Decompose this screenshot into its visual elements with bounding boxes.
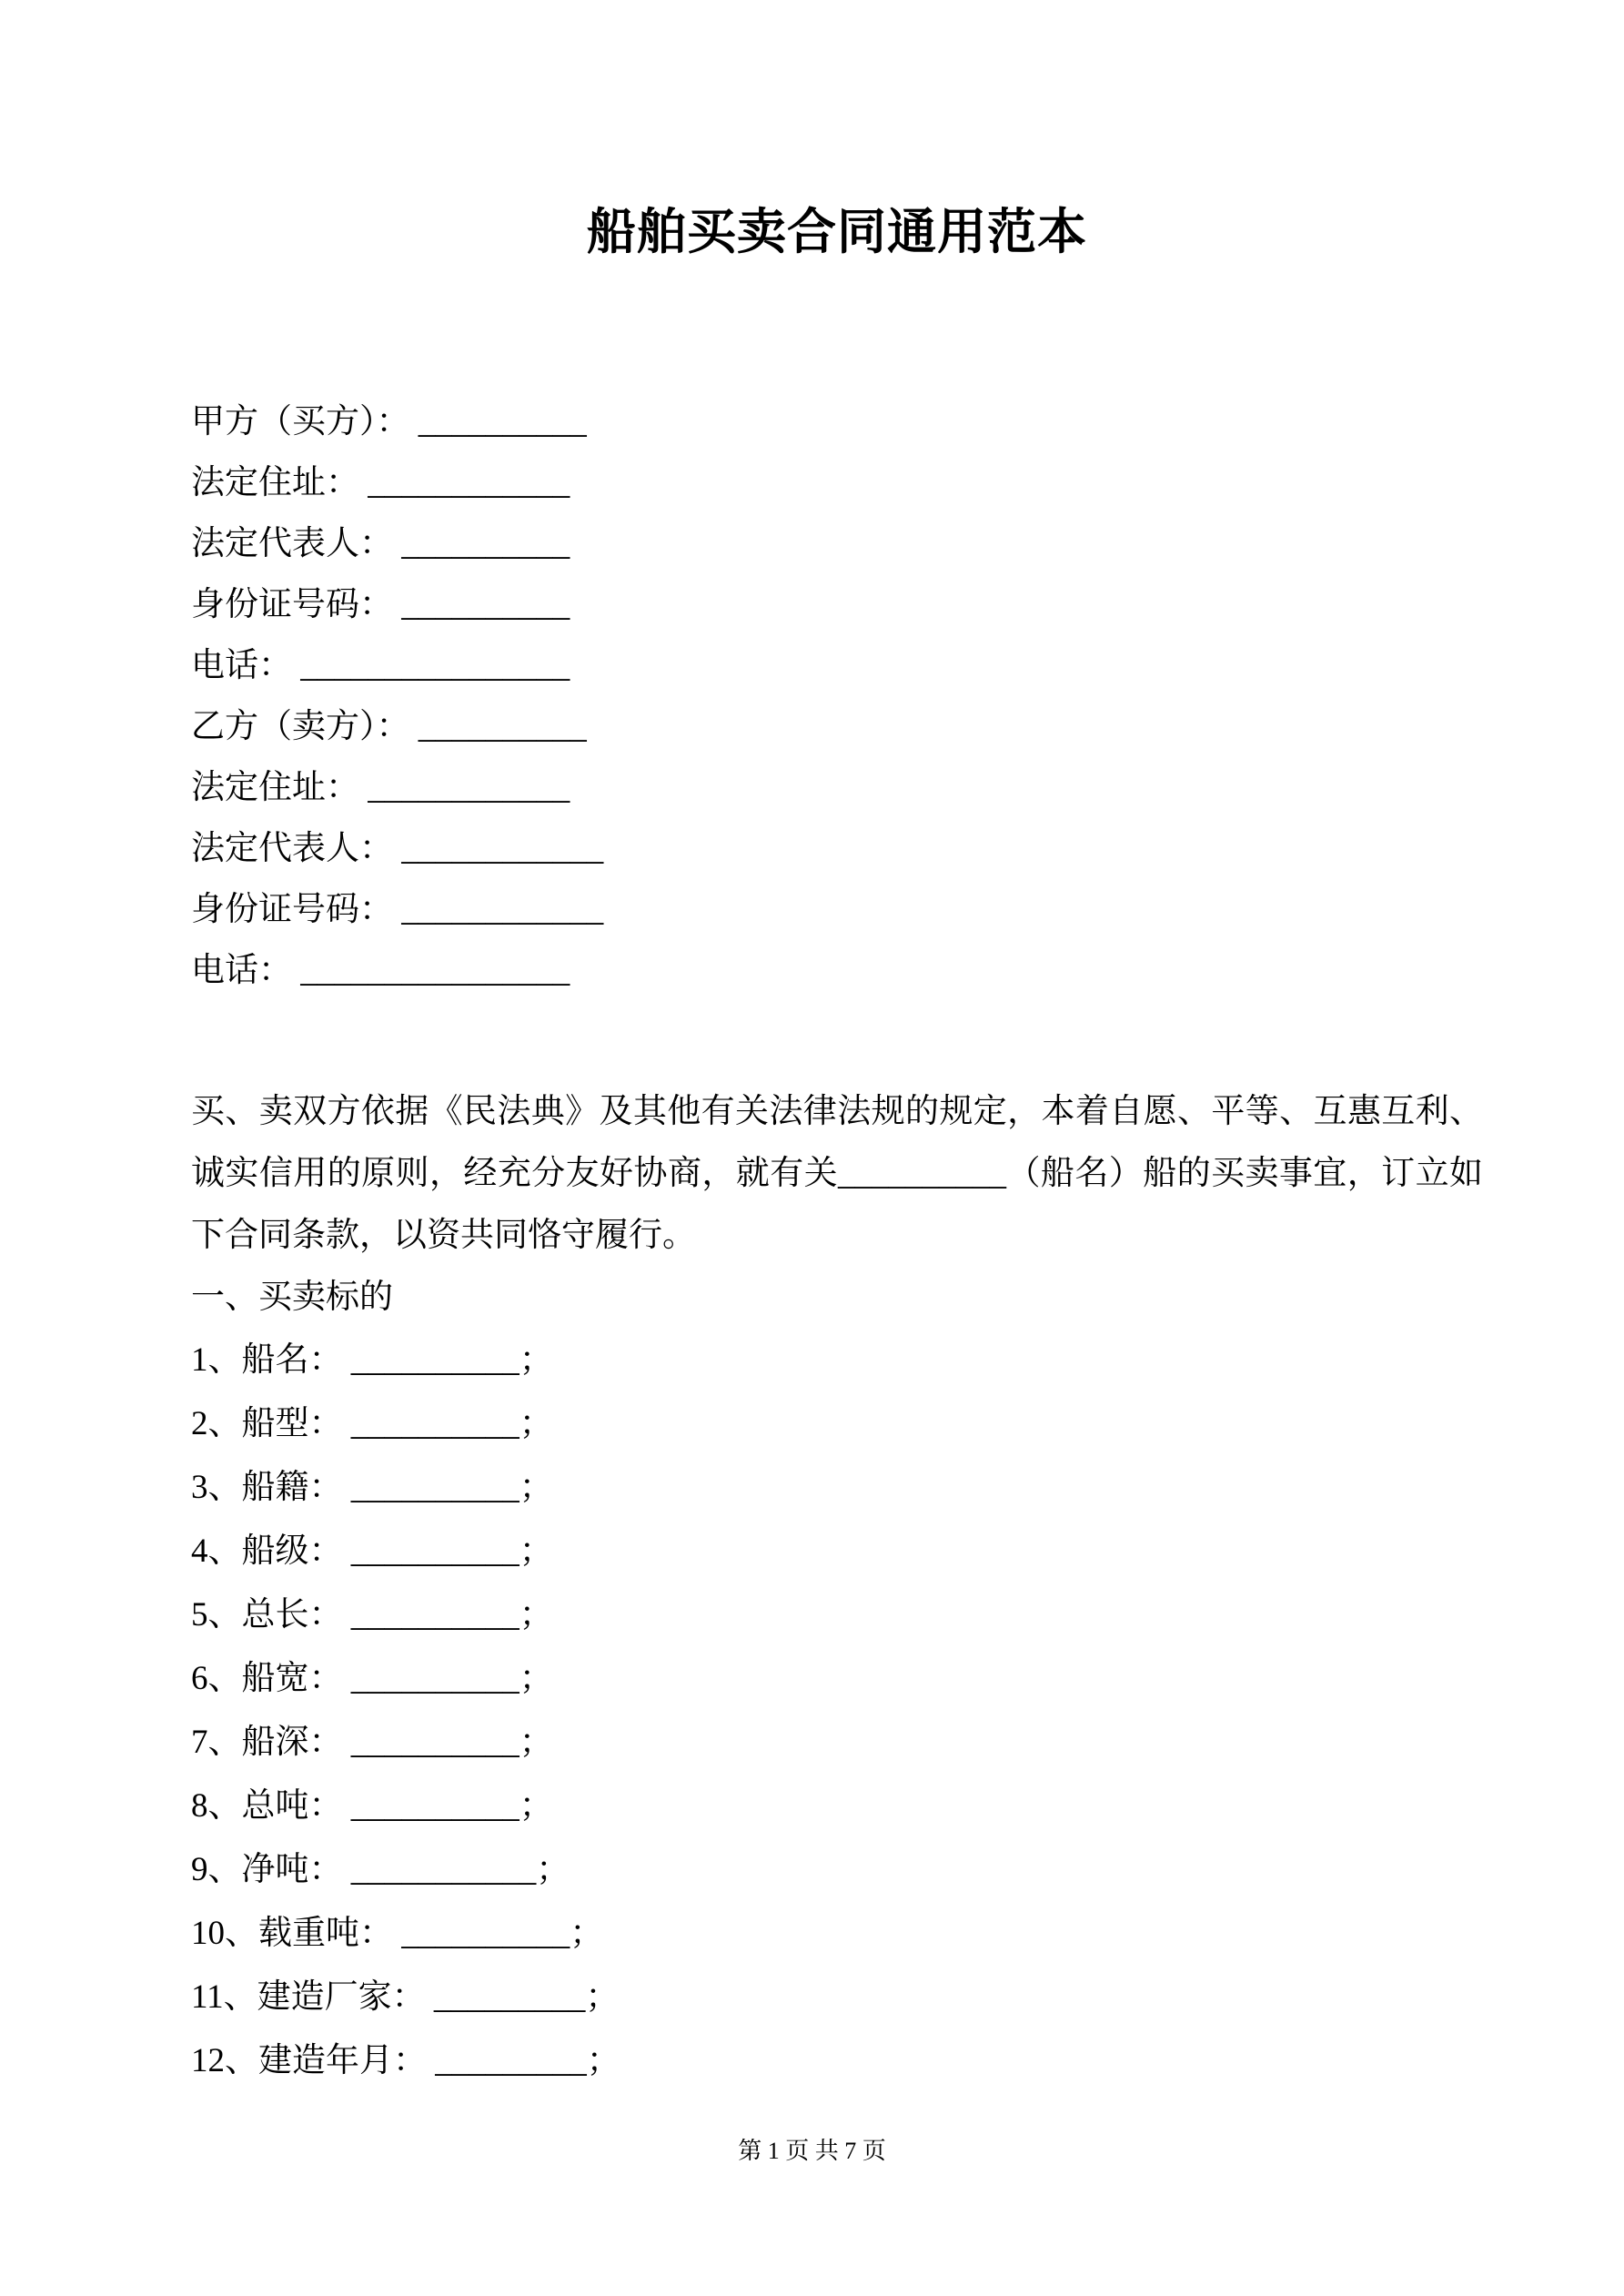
field-blank[interactable]: ____________ <box>401 891 604 928</box>
item-row-ship-type <box>191 1392 1483 1456</box>
item-semicolon: ； <box>585 1978 620 2016</box>
item-semicolon: ； <box>586 2042 620 2079</box>
preamble-line: 下合同条款，以资共同恪守履行。 <box>191 1217 696 1254</box>
field-blank[interactable]: __________ <box>418 708 587 745</box>
item-label: 6、船宽： <box>191 1660 351 1697</box>
item-row-ship-depth <box>191 1711 1483 1775</box>
field-label: 法定住址： <box>191 769 368 806</box>
field-label: 电话： <box>191 647 301 684</box>
item-blank[interactable]: __________ <box>350 1341 519 1379</box>
item-row-net-tonnage <box>191 1838 1483 1902</box>
item-label: 7、船深： <box>191 1724 351 1761</box>
item-label: 3、船籍： <box>191 1469 351 1506</box>
field-blank[interactable]: __________ <box>401 525 570 562</box>
preamble <box>191 1081 1483 1267</box>
field-label: 身份证号码： <box>191 891 402 928</box>
field-row-representative-a <box>191 513 1483 574</box>
field-blank[interactable]: ____________ <box>401 830 604 867</box>
item-row-deadweight <box>191 1902 1483 1966</box>
item-blank[interactable]: __________ <box>350 1532 519 1570</box>
item-row-gross-tonnage <box>191 1775 1483 1838</box>
item-blank[interactable]: __________ <box>401 1915 570 1952</box>
item-label: 9、净吨： <box>191 1851 351 1888</box>
item-blank[interactable]: _________ <box>435 2042 587 2079</box>
item-label: 11、建造厂家： <box>191 1978 434 2016</box>
field-label: 乙方（卖方）： <box>191 708 419 745</box>
item-label: 8、总吨： <box>191 1787 351 1825</box>
item-semicolon: ； <box>519 1660 553 1697</box>
item-blank[interactable]: __________ <box>350 1596 519 1633</box>
item-blank[interactable]: _________ <box>433 1978 586 2016</box>
item-semicolon: ； <box>519 1724 553 1761</box>
field-row-phone-b <box>191 940 1483 1001</box>
item-label: 2、船型： <box>191 1405 351 1442</box>
item-blank[interactable]: __________ <box>350 1787 519 1825</box>
field-blank[interactable]: __________ <box>418 403 587 440</box>
field-label: 电话： <box>191 952 301 989</box>
item-semicolon: ； <box>519 1596 553 1633</box>
item-semicolon: ； <box>519 1469 553 1506</box>
item-blank[interactable]: __________ <box>350 1469 519 1506</box>
contract-items <box>191 1329 1483 2093</box>
item-semicolon: ； <box>519 1532 553 1570</box>
item-row-overall-length <box>191 1583 1483 1647</box>
item-blank[interactable]: __________ <box>350 1660 519 1697</box>
item-row-ship-registry <box>191 1456 1483 1520</box>
item-semicolon: ； <box>519 1787 553 1825</box>
section-heading-subject-matter: 一、买卖标的 <box>191 1279 393 1316</box>
field-blank[interactable]: ____________ <box>368 464 570 501</box>
field-row-party-a <box>191 391 1483 452</box>
field-row-party-b <box>191 696 1483 757</box>
item-semicolon: ； <box>519 1341 553 1379</box>
item-blank[interactable]: ___________ <box>350 1851 537 1888</box>
item-row-build-date <box>191 2029 1483 2093</box>
page-title: 船舶买卖合同通用范本 <box>587 205 1087 259</box>
item-label: 12、建造年月： <box>191 2042 436 2079</box>
item-semicolon: ； <box>519 1405 553 1442</box>
item-semicolon: ； <box>536 1851 570 1888</box>
item-blank[interactable]: __________ <box>350 1405 519 1442</box>
field-label: 身份证号码： <box>191 586 402 623</box>
item-label: 10、载重吨： <box>191 1915 402 1952</box>
item-row-ship-width <box>191 1647 1483 1711</box>
party-fields <box>191 391 1483 1001</box>
item-blank[interactable]: __________ <box>350 1724 519 1761</box>
field-label: 法定代表人： <box>191 525 402 562</box>
field-blank[interactable]: __________ <box>401 586 570 623</box>
field-blank[interactable]: ________________ <box>300 952 570 989</box>
field-row-phone-a <box>191 635 1483 696</box>
field-row-address-b <box>191 757 1483 818</box>
page-footer: 第 1 页 共 7 页 <box>738 2138 886 2164</box>
field-row-representative-b <box>191 818 1483 879</box>
item-label: 5、总长： <box>191 1596 351 1633</box>
field-blank[interactable]: ____________ <box>368 769 570 806</box>
item-row-ship-name <box>191 1329 1483 1392</box>
field-row-id-number-b <box>191 879 1483 940</box>
item-semicolon: ； <box>570 1915 604 1952</box>
item-label: 1、船名： <box>191 1341 351 1379</box>
field-label: 甲方（买方）： <box>191 403 419 440</box>
field-row-address-a <box>191 452 1483 513</box>
field-label: 法定代表人： <box>191 830 402 867</box>
item-row-ship-class <box>191 1520 1483 1583</box>
field-label: 法定住址： <box>191 464 368 501</box>
preamble-line: 买、卖双方依据《民法典》及其他有关法律法规的规定，本着自愿、平等、互惠互利、 <box>191 1093 1483 1130</box>
item-label: 4、船级： <box>191 1532 351 1570</box>
item-row-builder <box>191 1966 1483 2029</box>
field-blank[interactable]: ________________ <box>300 647 570 684</box>
preamble-line: 诚实信用的原则，经充分友好协商，就有关__________（船名）船的买卖事宜，订立如 <box>191 1155 1483 1192</box>
field-row-id-number-a <box>191 574 1483 635</box>
